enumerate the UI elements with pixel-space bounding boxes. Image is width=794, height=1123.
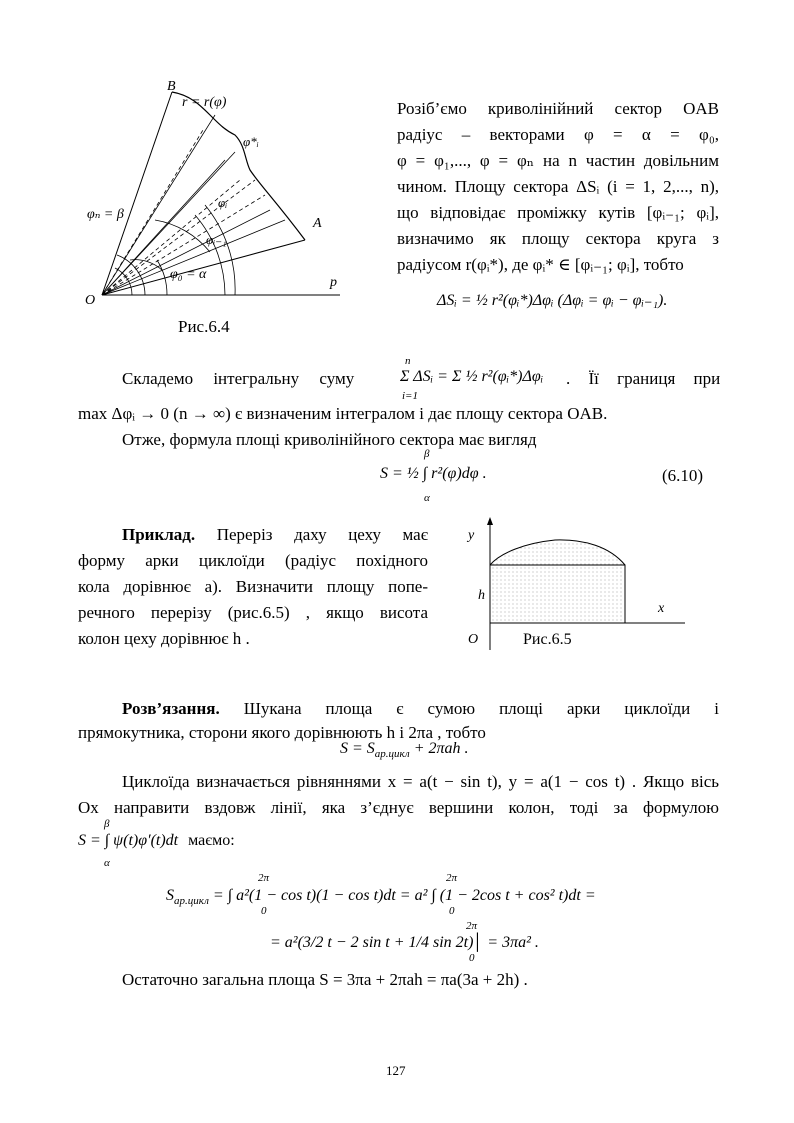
formula-6-10: S = ½ ∫ r²(φ)dφ . [380, 465, 487, 482]
solution-f3-bottom1: 0 [261, 905, 267, 917]
solution-line-4: Ox направити вздовж лінії, яка з’єднує вершини колон, тоді за формулою [78, 798, 719, 817]
intro-line-3: φ = φ₁,..., φ = φₙ на n частин довільним [397, 151, 719, 170]
solution-line-1-rest: Шукана площа є сумою площі арки циклоїди і [243, 699, 719, 718]
solution-f4-bottom: 0 [469, 952, 475, 964]
solution-f3-bottom2: 0 [449, 905, 455, 917]
intro-paragraph [397, 96, 719, 278]
intsum-text-b: . Її границя при [566, 369, 721, 388]
intro-line-4: чином. Площу сектора ΔSᵢ (i = 1, 2,..., n), [397, 177, 719, 196]
intsum-int-top: β [424, 448, 430, 460]
fig64-label-phi-i: φᵢ [218, 195, 228, 210]
solution-formula-2-tail: маємо: [188, 832, 235, 849]
intro-line-6: визначимо як площу сектора круга з [397, 229, 719, 248]
page-number: 127 [386, 1063, 406, 1078]
solution-formula-4: = a²(3/2 t − 2 sin t + 1/4 sin 2t)│ = 3πa² . [270, 934, 539, 951]
fig64-label-p: p [330, 275, 337, 290]
solution-line-3: Циклоїда визначається рівняннями x = a(t − sin t), y = a(1 − cos t) . Якщо вісь [122, 772, 719, 791]
example-line-5: колон цеху дорівнює h . [78, 629, 250, 648]
fig64-label-B: B [167, 80, 176, 94]
solution-f3-top2: 2π [446, 872, 458, 884]
example-line-1 [78, 522, 428, 548]
intsum-int-bottom: α [424, 492, 430, 504]
solution-line-2: прямокутника, сторони якого дорівнюють h і 2πa , тобто [78, 723, 486, 742]
solution-formula-1-head: S = S [340, 740, 375, 757]
solution-formula-1 [340, 740, 469, 760]
solution-final-line: Остаточно загальна площа S = 3πa + 2πah = πa(3a + 2h) . [122, 970, 528, 989]
intsum-text-a: Складемо інтегральну суму [122, 369, 355, 388]
fig64-caption: Рис.6.4 [178, 317, 230, 336]
intsum-line-3: Отже, формула площі криволінійного сектора має вигляд [122, 430, 537, 449]
solution-f4-top: 2π [466, 920, 478, 932]
example-bold: Приклад. [122, 525, 196, 544]
solution-f3-top1: 2π [258, 872, 270, 884]
intsum-formula: Σ ΔSᵢ = Σ ½ r²(φᵢ*)Δφᵢ [400, 368, 544, 385]
intro-formula: ΔSᵢ = ½ r²(φᵢ*)Δφᵢ (Δφᵢ = φᵢ − φᵢ₋₁). [437, 292, 668, 309]
solution-formula-1-sub: ар.цикл [374, 748, 410, 761]
figure-6-5 [460, 515, 690, 655]
solution-f2-top: β [104, 818, 110, 830]
fig64-label-phi-star: φ*ᵢ [243, 134, 259, 149]
intsum-line-2: max Δφᵢ → 0 (n → ∞) є визначеним інтегралом і дає площу сектора OAB. [78, 404, 608, 423]
solution-line-1 [78, 696, 719, 722]
fig64-label-O: O [85, 293, 96, 305]
example-paragraph [78, 522, 428, 652]
solution-formula-1-rest: + 2πah . [409, 740, 469, 757]
fig64-label-A: A [313, 216, 322, 231]
fig65-label-x: x [658, 601, 665, 616]
fig65-label-y: y [468, 528, 475, 543]
eq-number-6-10: (6.10) [662, 466, 704, 485]
intro-line-7: радіусом r(φᵢ*), де φᵢ* ∈ [φᵢ₋₁; φᵢ], тобто [397, 255, 684, 274]
intsum-sum-bottom: i=1 [402, 390, 418, 402]
intro-line-1: Розіб’ємо криволінійний сектор OAB [397, 99, 719, 118]
fig65-caption: Рис.6.5 [523, 631, 572, 648]
solution-bold: Розв’язання. [122, 699, 220, 718]
solution-formula-2: S = ∫ ψ(t)φ′(t)dt маємо: [78, 832, 235, 849]
intro-line-5: що відповідає проміжку кутів [φᵢ₋₁; φᵢ], [397, 203, 719, 222]
fig64-label-r: r = r(φ) [182, 95, 227, 110]
example-line-3: кола дорівнює a). Визначити площу попе- [78, 577, 428, 596]
example-line-2: форму арки циклоїди (радіус похідного [78, 551, 428, 570]
fig65-label-h: h [478, 588, 485, 603]
fig64-label-phi-i1: φᵢ₋₁ [206, 232, 227, 247]
fig64-label-phi-n: φₙ = β [87, 207, 124, 222]
example-line-4: речного перерізу (рис.6.5) , якщо висота [78, 603, 428, 622]
intro-line-2: радіус – векторами φ = α = φ₀, [397, 125, 719, 144]
example-line-1-rest: Переріз даху цеху має [216, 525, 429, 544]
fig65-label-O: O [468, 632, 479, 647]
intsum-sum-top: n [405, 355, 411, 367]
solution-f2-bottom: α [104, 857, 110, 869]
fig64-label-phi-0: φ₀ = α [170, 267, 207, 282]
solution-formula-3: $S_{ар.цикл}$ = ∫ a²(1 − cos t)(1 − cos t)dt = a² ∫ (1 − 2cos t + cos² t)dt = [166, 887, 596, 908]
figure-6-4 [75, 80, 365, 305]
